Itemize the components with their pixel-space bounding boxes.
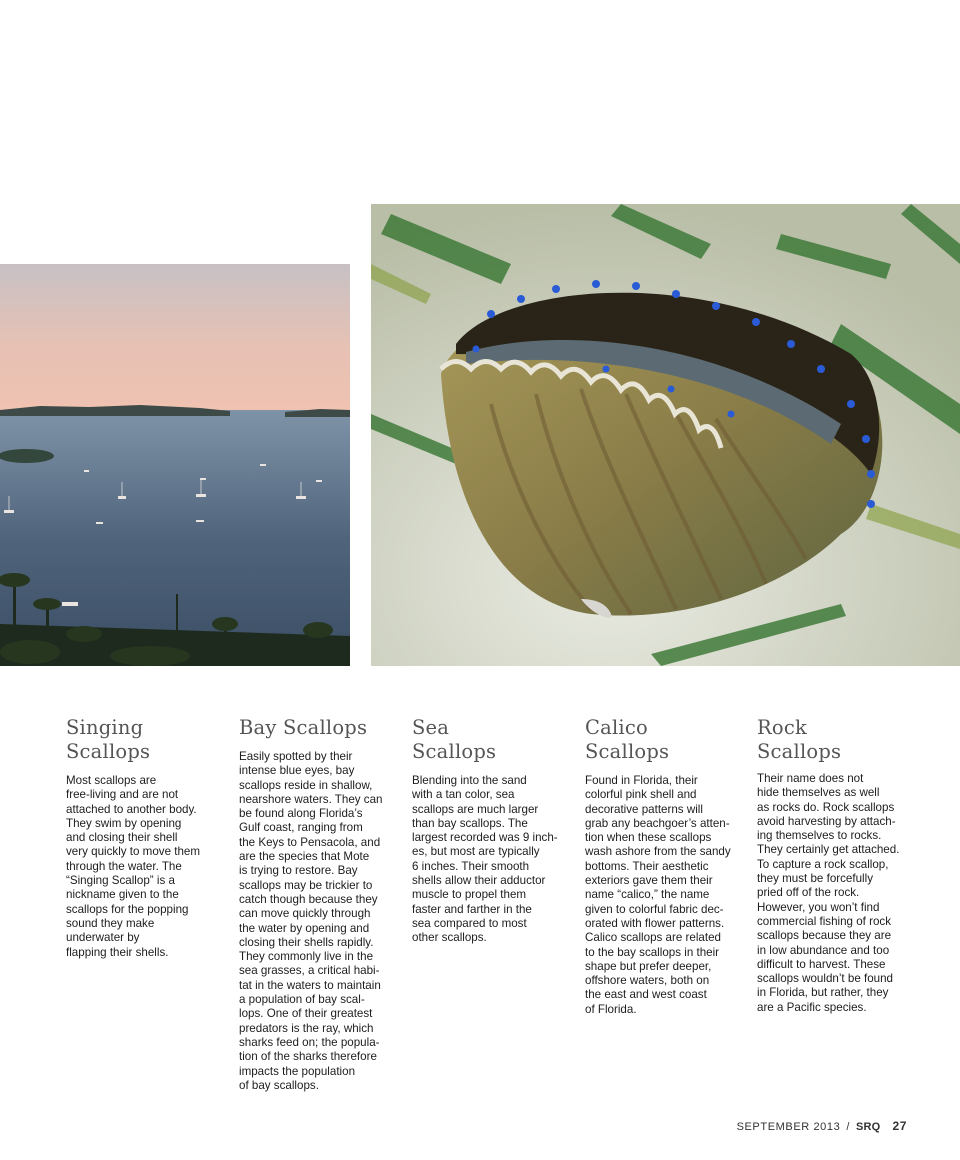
bay-image: [0, 264, 350, 666]
article-body: Blending into the sand with a tan color, sea scallops are much larger than bay scallops. The largest recorded was 9 inch- es, but most are typically 6 inches. Their smooth shells allow their adductor muscle to propel them faster and farther in the sea compared to most other scallops.: [412, 774, 558, 945]
article-body: Found in Florida, their colorful pink shell and decorative patterns will grab any beachgoer’s atten- tion when these scallops wash ashore from the sandy bottoms. Their aesthetic exteriors gave them their name “calico,” the name given to colorful fabric dec- orated with flower patterns. Calico scallops are related to the bay scallops in their shape but prefer deeper, offshore waters, both on the east and west coast of Florida.: [585, 774, 731, 1016]
article-body: Easily spotted by their intense blue eyes, bay scallops reside in shallow, nearshore waters. They can be found along Florida’s Gulf coast, ranging from the Keys to Pensacola, and are the species that Mote is trying to restore. Bay scallops may be trickier to catch though because they can move quickly through the water by opening and closing their shells rapidly. They commonly live in the sea grasses, a critical habi- tat in the waters to maintain a population of bay scal- lops. One of their greatest predators is the ray, which sharks feed on; the popula- tion of the sharks therefore impacts the population of bay scallops.: [239, 750, 383, 1092]
page-folio: [737, 1119, 907, 1133]
article-title: Rock Scallops: [757, 716, 842, 763]
scallop-photo: [371, 204, 960, 666]
article-title: Calico Scallops: [585, 716, 670, 763]
issue-date: SEPTEMBER 2013: [736, 1121, 841, 1133]
article-bay-scallops: [239, 716, 391, 1093]
article-title: Sea Scallops: [412, 716, 497, 763]
article-title: Singing Scallops: [66, 716, 151, 763]
scallop-image: [371, 204, 960, 666]
article-singing-scallops: [66, 716, 218, 960]
article-body: Most scallops are free-living and are not attached to another body. They swim by opening and closing their shell very quickly to move them through the water. The “Singing Scallop” is a nickname given to the scallops for the popping sound they make underwater by flapping their shells.: [66, 774, 201, 959]
article-rock-scallops: [757, 716, 912, 1015]
bay-photo: [0, 264, 350, 666]
article-sea-scallops: [412, 716, 564, 946]
magazine-name: SRQ: [856, 1121, 881, 1133]
article-title: Bay Scallops: [239, 716, 368, 739]
article-body: Their name does not hide themselves as well as rocks do. Rock scallops avoid harvesting by attach- ing themselves to rocks. They certainly get attached. To capture a rock scallop, they must be forcefully pried off of the rock. However, you won’t find commercial fishing of rock scallops because they are in low abundance and too difficult to harvest. These scallops wouldn’t be found in Florida, but rather, they are a Pacific species.: [757, 772, 900, 1014]
folio-separator: /: [846, 1121, 850, 1133]
page-number: 27: [892, 1119, 907, 1133]
article-calico-scallops: [585, 716, 737, 1017]
